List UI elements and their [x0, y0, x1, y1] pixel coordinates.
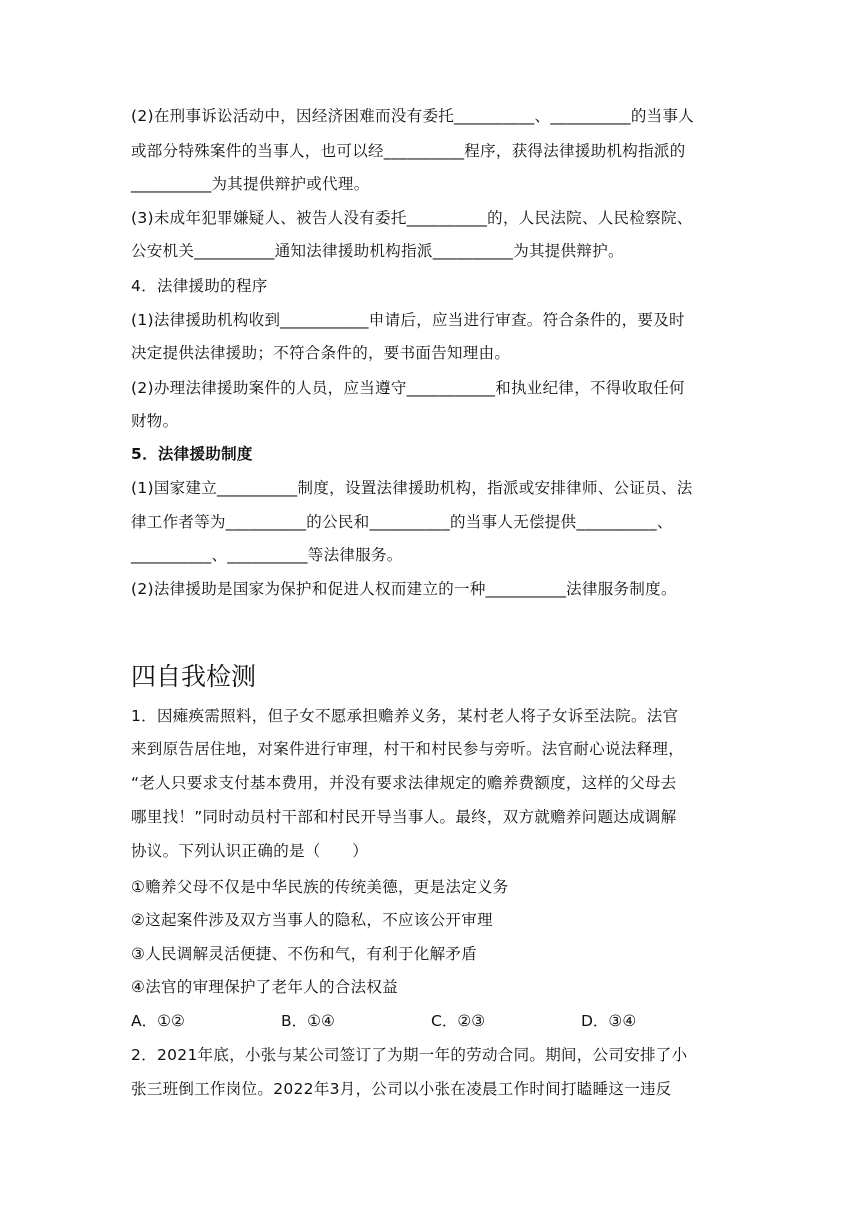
section-title: 四自我检测 [131, 662, 257, 691]
option-d[interactable]: D．③④ [581, 1012, 637, 1030]
section-heading-5: 5．法律援助制度 [131, 445, 253, 463]
text-line: 律工作者等为__________的公民和__________的当事人无偿提供__________、 [131, 513, 673, 531]
question-2-line: 张三班倒工作岗位。2022年3月，公司以小张在凌晨工作时间打瞌睡这一违反 [131, 1080, 672, 1098]
text-line: (2)法律援助是国家为保护和促进人权而建立的一种__________法律服务制度。 [131, 580, 677, 598]
text-line: 财物。 [131, 412, 179, 430]
section-heading-4: 4．法律援助的程序 [131, 277, 268, 295]
statement-1: ①赡养父母不仅是中华民族的传统美德，更是法定义务 [131, 878, 509, 896]
text-line: __________、__________等法律服务。 [131, 546, 403, 564]
question-1-line: 协议。下列认识正确的是（ ） [131, 842, 369, 860]
statement-2: ②这起案件涉及双方当事人的隐私，不应该公开审理 [131, 911, 493, 929]
text-line: (2)办理法律援助案件的人员，应当遵守___________和执业纪律，不得收取任何 [131, 379, 685, 397]
option-b[interactable]: B．①④ [281, 1012, 335, 1030]
question-1-line: 哪里找！”同时动员村干部和村民开导当事人。最终，双方就赡养问题达成调解 [131, 808, 677, 826]
question-1-line: 来到原告居住地，对案件进行审理，村干和村民参与旁听。法官耐心说法释理， [131, 740, 685, 758]
text-line: __________为其提供辩护或代理。 [131, 175, 370, 193]
text-line: (1)法律援助机构收到___________申请后，应当进行审查。符合条件的，要及时 [131, 311, 685, 329]
text-line: (1)国家建立__________制度，设置法律援助机构，指派或安排律师、公证员、法 [131, 479, 693, 497]
question-1-line: “老人只要求支付基本费用，并没有要求法律规定的赡养费额度，这样的父母去 [131, 774, 677, 792]
answer-options [131, 1010, 731, 1032]
option-c[interactable]: C．②③ [431, 1012, 486, 1030]
text-line: (3)未成年犯罪嫌疑人、被告人没有委托__________的，人民法院、人民检察院、 [131, 209, 693, 227]
text-line: 或部分特殊案件的当事人，也可以经__________程序，获得法律援助机构指派的 [131, 142, 686, 160]
statement-3: ③人民调解灵活便捷、不伤和气，有利于化解矛盾 [131, 945, 477, 963]
text-line: 公安机关__________通知法律援助机构指派__________为其提供辩护。 [131, 242, 624, 260]
option-a[interactable]: A．①② [131, 1012, 185, 1030]
statement-4: ④法官的审理保护了老年人的合法权益 [131, 978, 398, 996]
text-line: (2)在刑事诉讼活动中，因经济困难而没有委托__________、__________的当事人 [131, 107, 695, 125]
text-line: 决定提供法律援助；不符合条件的，要书面告知理由。 [131, 344, 511, 362]
question-2-line: 2．2021年底，小张与某公司签订了为期一年的劳动合同。期间，公司安排了小 [131, 1046, 688, 1064]
question-1-line: 1．因瘫痪需照料，但子女不愿承担赡养义务，某村老人将子女诉至法院。法官 [131, 707, 679, 725]
